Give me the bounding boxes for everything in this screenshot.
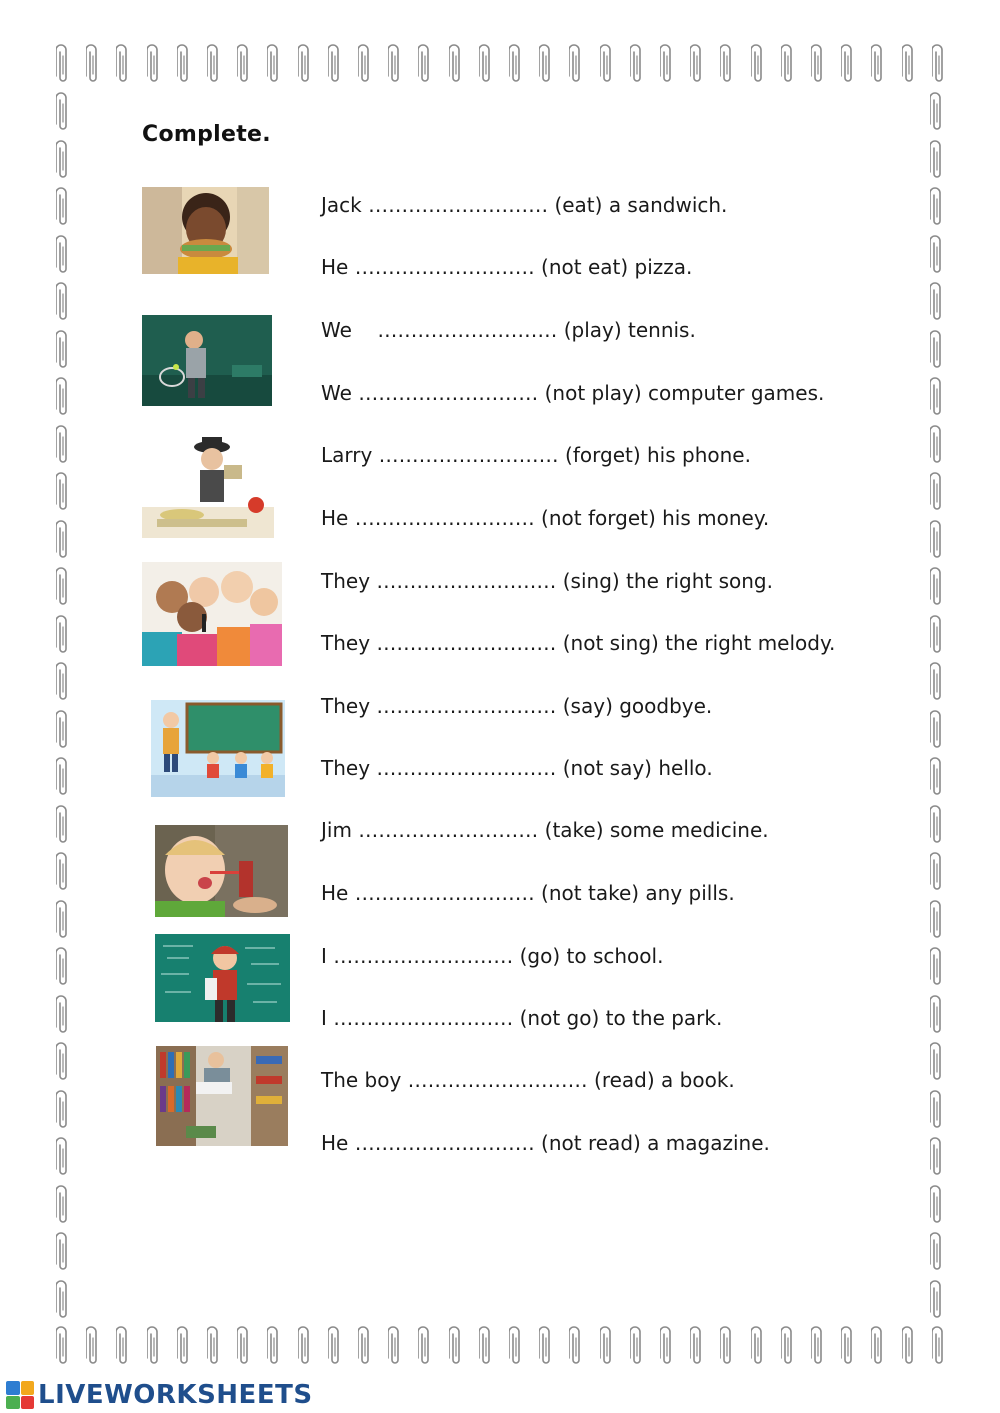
paperclip-icon [177,1326,191,1368]
paperclip-icon [479,1326,493,1368]
sentence-13: I ……………………… (go) to school. [321,944,664,968]
paperclip-icon [539,44,553,86]
sentence-1: Jack ……………………… (eat) a sandwich. [321,193,728,217]
sentence-4: We ……………………… (not play) computer games. [321,381,825,405]
paperclip-icon [932,1326,946,1368]
paperclip-icon [930,282,944,324]
paperclip-icon [388,1326,402,1368]
paperclip-icon [56,472,70,514]
paperclip-icon [418,1326,432,1368]
paperclip-icon [871,1326,885,1368]
paperclip-icon [56,330,70,372]
brand-name: LIVEWORKSHEETS [38,1380,313,1410]
paperclip-icon [116,44,130,86]
paperclip-icon [56,282,70,324]
paperclip-icon [930,1280,944,1322]
sentence-2: He ……………………… (not eat) pizza. [321,255,693,279]
paperclip-icon [116,1326,130,1368]
paperclip-icon [660,44,674,86]
paperclip-icon [811,1326,825,1368]
paperclip-icon [509,1326,523,1368]
paperclip-icon [569,1326,583,1368]
paperclip-icon [86,44,100,86]
paperclip-icon [479,44,493,86]
paperclip-icon [147,44,161,86]
paperclip-icon [418,44,432,86]
paperclip-icon [237,1326,251,1368]
paperclip-icon [930,140,944,182]
sentence-7: They ……………………… (sing) the right song. [321,569,773,593]
paperclip-icon [630,1326,644,1368]
paperclip-icon [751,44,765,86]
paperclip-icon [841,1326,855,1368]
paperclip-icon [930,757,944,799]
paperclip-icon [509,44,523,86]
paperclip-icon [539,1326,553,1368]
paperclip-icon [600,1326,614,1368]
paperclip-icon [86,1326,100,1368]
paperclip-icon [930,377,944,419]
paperclip-icon [56,1185,70,1227]
sentence-15: The boy ……………………… (read) a book. [321,1068,735,1092]
paperclip-icon [902,1326,916,1368]
paperclip-icon [841,44,855,86]
paperclip-icon [207,1326,221,1368]
paperclip-icon [781,44,795,86]
paperclip-icon [902,44,916,86]
paperclip-icon [930,1185,944,1227]
paperclip-icon [690,1326,704,1368]
paperclip-icon [930,92,944,134]
paperclip-icon [930,235,944,277]
boy-with-money-photo [142,437,274,538]
paperclip-icon [56,235,70,277]
teacher-and-children-waving-illustration [151,700,285,797]
paperclip-icon [358,44,372,86]
paperclip-icon [449,44,463,86]
paperclip-icon [720,44,734,86]
paperclip-icon [56,615,70,657]
paperclip-icon [56,662,70,704]
sentence-14: I ……………………… (not go) to the park. [321,1006,723,1030]
sentence-10: They ……………………… (not say) hello. [321,756,713,780]
paperclip-icon [930,425,944,467]
paperclip-icon [388,44,402,86]
paperclip-icon [298,1326,312,1368]
paperclip-icon [930,567,944,609]
paperclip-icon [328,1326,342,1368]
paperclip-icon [237,44,251,86]
liveworksheets-brand[interactable] [6,1380,313,1410]
paperclip-icon [207,44,221,86]
paperclip-icon [720,1326,734,1368]
paperclip-icon [56,1280,70,1322]
sentence-8: They ……………………… (not sing) the right melody. [321,631,836,655]
paperclip-icon [267,44,281,86]
paperclip-icon [930,520,944,562]
paperclip-icon [56,187,70,229]
sentence-12: He ……………………… (not take) any pills. [321,881,735,905]
paperclip-icon [56,425,70,467]
paperclip-icon [930,710,944,752]
border-right [930,92,944,1322]
paperclip-icon [930,1232,944,1274]
paperclip-icon [56,377,70,419]
paperclip-icon [56,1137,70,1179]
paperclip-icon [56,1326,70,1368]
paperclip-icon [449,1326,463,1368]
paperclip-icon [56,710,70,752]
paperclip-icon [871,44,885,86]
paperclip-icon [56,995,70,1037]
paperclip-icon [930,1090,944,1132]
children-singing-photo [142,562,282,666]
paperclip-icon [358,1326,372,1368]
paperclip-icon [690,44,704,86]
paperclip-icon [569,44,583,86]
paperclip-icon [930,615,944,657]
paperclip-icon [930,805,944,847]
paperclip-icon [660,1326,674,1368]
liveworksheets-logo-icon [6,1381,34,1409]
boy-eating-sandwich-photo [142,187,269,274]
paperclip-icon [56,900,70,942]
paperclip-icon [56,140,70,182]
paperclip-icon [930,995,944,1037]
paperclip-icon [930,472,944,514]
paperclip-icon [930,1137,944,1179]
paperclip-icon [630,44,644,86]
paperclip-icon [298,44,312,86]
paperclip-icon [932,44,946,86]
paperclip-icon [56,805,70,847]
paperclip-icon [751,1326,765,1368]
paperclip-icon [930,900,944,942]
paperclip-icon [56,44,70,86]
worksheet-title: Complete. [142,122,271,147]
sentence-6: He ……………………… (not forget) his money. [321,506,770,530]
boy-reading-in-library-photo [156,1046,288,1146]
paperclip-icon [811,44,825,86]
sentence-3: We ……………………… (play) tennis. [321,318,696,342]
paperclip-icon [600,44,614,86]
girl-at-school-photo [155,934,290,1022]
paperclip-icon [56,567,70,609]
border-bottom [56,1326,946,1368]
sentence-16: He ……………………… (not read) a magazine. [321,1131,770,1155]
paperclip-icon [56,947,70,989]
paperclip-icon [56,92,70,134]
paperclip-icon [328,44,342,86]
border-left [56,92,70,1322]
sentence-9: They ……………………… (say) goodbye. [321,694,713,718]
paperclip-icon [930,187,944,229]
paperclip-icon [56,757,70,799]
paperclip-icon [267,1326,281,1368]
paperclip-icon [930,852,944,894]
paperclip-icon [930,330,944,372]
boy-playing-tennis-photo [142,315,272,406]
border-top [56,44,946,86]
paperclip-icon [147,1326,161,1368]
paperclip-icon [56,1232,70,1274]
boy-taking-medicine-photo [155,825,288,917]
paperclip-icon [930,1042,944,1084]
paperclip-icon [930,662,944,704]
paperclip-icon [56,852,70,894]
paperclip-icon [56,1042,70,1084]
paperclip-icon [781,1326,795,1368]
paperclip-icon [56,1090,70,1132]
sentence-11: Jim ……………………… (take) some medicine. [321,818,769,842]
paperclip-icon [930,947,944,989]
paperclip-icon [56,520,70,562]
paperclip-icon [177,44,191,86]
sentence-5: Larry ……………………… (forget) his phone. [321,443,751,467]
